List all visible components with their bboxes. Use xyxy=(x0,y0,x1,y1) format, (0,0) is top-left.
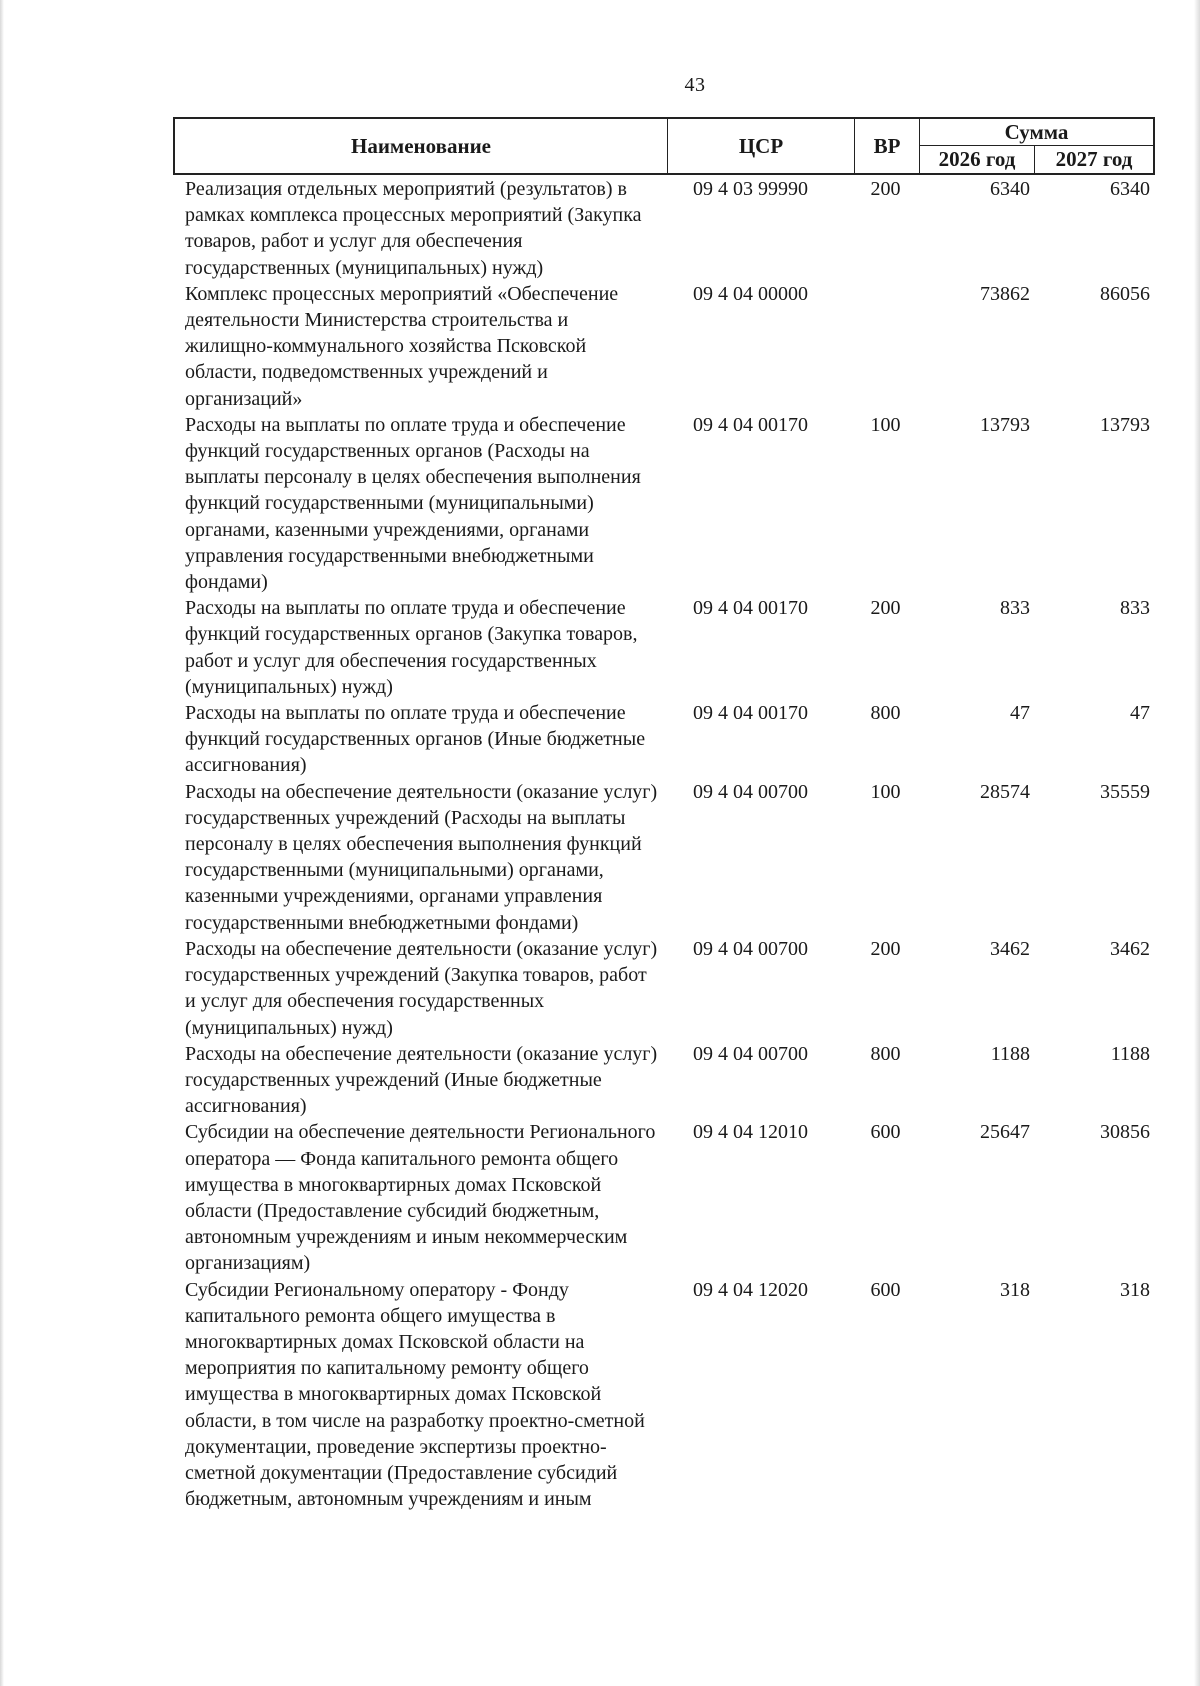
row-csr: 09 4 03 99990 xyxy=(693,178,808,200)
row-2026: 833 xyxy=(1000,597,1030,620)
row-vr: 100 xyxy=(870,780,901,803)
header-vr: ВР xyxy=(855,119,920,173)
row-vr: 200 xyxy=(870,937,901,960)
row-name: Комплекс процессных мероприятий «Обеспечение деятельности Министерства строительства и жилищно-коммунального хозяйства Псковской области, подведомственных учреждений и организаций» xyxy=(185,282,619,410)
row-name: Расходы на выплаты по оплате труда и обеспечение функций государственных органов (Расходы на выплаты персоналу в целях обеспечения выполнения функций государственными (муниципальными) органами, казенными учреждениями, органами управления государственными внебюджетными фондами) xyxy=(185,413,641,594)
table-row xyxy=(173,1119,1155,1276)
table-row xyxy=(173,595,1155,700)
table-row xyxy=(173,936,1155,1041)
row-vr: 200 xyxy=(870,597,901,620)
header-year-2027: 2027 год xyxy=(1055,147,1133,171)
header-sum: Сумма xyxy=(920,119,1153,146)
row-csr: 09 4 04 00170 xyxy=(693,702,808,725)
row-csr: 09 4 04 00170 xyxy=(693,597,808,620)
row-name: Расходы на обеспечение деятельности (оказание услуг) государственных учреждений (Иные бюджетные ассигнования) xyxy=(185,1042,658,1118)
header-name: Наименование xyxy=(175,119,668,173)
row-csr: 09 4 04 00170 xyxy=(693,413,808,436)
row-2027: 833 xyxy=(1120,597,1150,620)
table-row xyxy=(173,779,1155,936)
row-name: Субсидии Региональному оператору - Фонду капитального ремонта общего имущества в многоквартирных домах Псковской области на мероприятия по капитальному ремонту общего имущества в многоквартирных домах Псковской области, в том числе на разработку проектно-сметной документации, проведение экспертизы проектно-сметной документации (Предоставление субсидий бюджетным, автономным учреждениям и иным xyxy=(185,1278,645,1511)
row-name: Расходы на обеспечение деятельности (оказание услуг) государственных учреждений (Расходы на выплаты персоналу в целях обеспечения выполнения функций государственными (муниципальными) органами, казенными учреждениями, органами управления государственными внебюджетными фондами) xyxy=(185,780,658,934)
row-name: Реализация отдельных мероприятий (результатов) в рамках комплекса процессных мероприятий (Закупка товаров, работ и услуг для обеспечения государственных (муниципальных) нужд) xyxy=(185,178,642,279)
row-vr: 800 xyxy=(870,702,901,725)
row-csr: 09 4 04 12020 xyxy=(693,1278,808,1301)
row-2026: 25647 xyxy=(980,1121,1030,1144)
row-vr: 600 xyxy=(870,1278,901,1301)
scan-edge-left xyxy=(0,0,4,1686)
row-csr: 09 4 04 00700 xyxy=(693,937,808,960)
table-row xyxy=(173,412,1155,595)
table-row xyxy=(173,700,1155,779)
table-header xyxy=(173,117,1155,175)
header-year-2026: 2026 год xyxy=(920,146,1035,173)
table-body xyxy=(173,176,1155,1512)
header-csr: ЦСР xyxy=(668,119,855,173)
row-name: Расходы на обеспечение деятельности (оказание услуг) государственных учреждений (Закупка товаров, работ и услуг для обеспечения государственных (муниципальных) нужд) xyxy=(185,937,658,1039)
row-2027: 3462 xyxy=(1110,937,1150,960)
table-row xyxy=(173,1041,1155,1120)
row-vr: 600 xyxy=(870,1121,901,1144)
row-2027: 47 xyxy=(1130,702,1150,725)
row-name: Субсидии на обеспечение деятельности Регионального оператора — Фонда капитального ремонта общего имущества в многоквартирных домах Псковской области (Предоставление субсидий бюджетным, автономным учреждениям и иным некоммерческим организациям) xyxy=(185,1121,656,1275)
table-row xyxy=(173,1277,1155,1513)
row-2027: 6340 xyxy=(1110,178,1150,200)
row-csr: 09 4 04 00000 xyxy=(693,282,808,305)
row-2027: 86056 xyxy=(1100,282,1150,305)
table-row xyxy=(173,281,1155,412)
row-csr: 09 4 04 00700 xyxy=(693,780,808,803)
row-2026: 1188 xyxy=(990,1042,1030,1065)
row-vr: 100 xyxy=(870,413,901,436)
row-2026: 318 xyxy=(1000,1278,1030,1301)
row-name: Расходы на выплаты по оплате труда и обеспечение функций государственных органов (Закупка товаров, работ и услуг для обеспечения государственных (муниципальных) нужд) xyxy=(185,597,638,698)
row-csr: 09 4 04 00700 xyxy=(693,1042,808,1065)
row-vr: 800 xyxy=(870,1042,901,1065)
row-2027: 13793 xyxy=(1100,413,1150,436)
row-name: Расходы на выплаты по оплате труда и обеспечение функций государственных органов (Иные бюджетные ассигнования) xyxy=(185,702,646,777)
row-2027: 30856 xyxy=(1100,1121,1150,1144)
row-2027: 35559 xyxy=(1100,780,1150,803)
table-row xyxy=(173,176,1155,281)
row-2026: 13793 xyxy=(980,413,1030,436)
row-2026: 6340 xyxy=(990,178,1030,200)
scan-edge-right xyxy=(1194,0,1200,1686)
row-2027: 1188 xyxy=(1110,1042,1150,1065)
row-csr: 09 4 04 12010 xyxy=(693,1121,808,1144)
row-2027: 318 xyxy=(1120,1278,1150,1301)
row-2026: 73862 xyxy=(980,282,1030,305)
row-2026: 47 xyxy=(1010,702,1030,725)
row-2026: 3462 xyxy=(990,937,1030,960)
page-number: 43 xyxy=(684,74,706,96)
row-vr: 200 xyxy=(870,178,901,200)
row-2026: 28574 xyxy=(980,780,1030,803)
